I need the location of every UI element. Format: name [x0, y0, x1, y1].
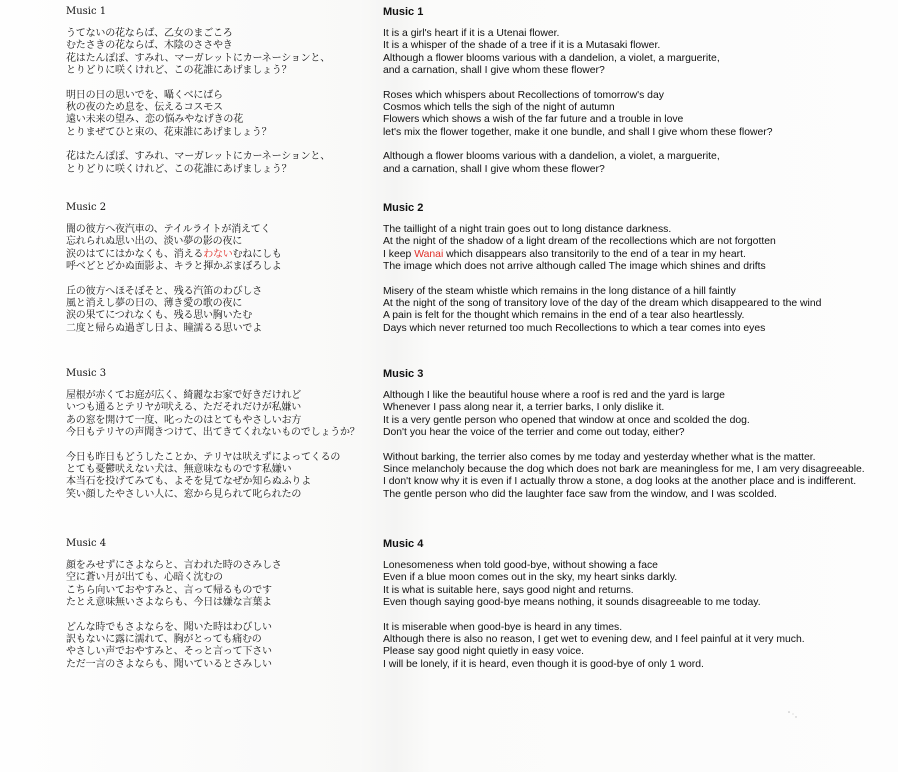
lyric-line: 花はたんぽぽ、すみれ、マーガレットにカーネーションと、 [66, 52, 330, 64]
lyric-line: 本当石を投げてみても、よそを見てなぜか知らぬふりよ [66, 476, 311, 488]
lyric-line: 呼べどとどかぬ面影よ、キラと揮かぶまぼろしよ [66, 261, 282, 273]
stanza [383, 224, 895, 274]
lyric-line: and a carnation, shall I give whom these flower? [383, 163, 605, 175]
lyric-line: Whenever I pass along near it, a terrier barks, I only dislike it. [383, 402, 665, 414]
lyric-line: 丘の彼方へほそぼそと、残る汽笛のわびしさ [66, 285, 262, 297]
lyric-line: あの窓を開けて一度、叱ったのはとてもやさしいお方 [66, 414, 302, 426]
stanza [66, 560, 366, 610]
stanza [383, 151, 895, 176]
stanza [66, 224, 366, 274]
lyric-line [66, 249, 366, 261]
stanza [66, 622, 366, 672]
stanza [66, 286, 366, 336]
right-section-music-2 [383, 202, 895, 335]
lyric-line: It is miserable when good-bye is heard in any times. [383, 621, 623, 633]
lyric-line: Although a flower blooms various with a dandelion, a violet, a marguerite, [383, 151, 720, 163]
lyric-line: It is a whisper of the shade of a tree if it is a Mutasaki flower. [383, 40, 661, 52]
lyric-line: Don't you hear the voice of the terrier and come out today, either? [383, 427, 685, 439]
lyric-text: 涙のはてにはかなくも、消える [66, 248, 204, 260]
lyric-line: やさしい声でおやすみと、そっと言って下さい [66, 646, 272, 658]
lyric-line: 忘れられぬ思い出の、淡い夢の影の夜に [66, 236, 242, 248]
lyric-text: I keep [383, 248, 415, 260]
lyric-line: どんな時でもさよならを、聞いた時はわびしい [66, 621, 272, 633]
stanza [383, 390, 895, 440]
lyric-line: At the night of the song of transitory love of the day of the dream which disappeared to the wind [383, 297, 822, 309]
lyric-line: Flowers which shows a wish of the far future and a trouble in love [383, 114, 684, 126]
lyric-line: 笑い顔したやさしい人に、窓から見られて叱られたの [66, 488, 302, 500]
section-title: Music 1 [66, 6, 107, 17]
stanza [66, 151, 366, 176]
lyric-line: It is a very gentle person who opened that window at once and scolded the dog. [383, 414, 750, 426]
lyric-line: 今日もテリヤの声聞きつけて、出てきてくれないものでしょうか？ [66, 427, 360, 439]
left-section-music-1 [66, 6, 366, 176]
lyric-line: 顔をみせずにさよならと、言われた時のさみしさ [66, 560, 282, 571]
lyric-line: Even though saying good-bye means nothing, it sounds disagreeable to me today. [383, 597, 761, 609]
lyric-line: 二度と帰らぬ過ぎし日よ、瞳濡るる思いでよ [66, 322, 262, 334]
stanza [383, 286, 895, 336]
lyric-line: It is a girl's heart if it is a Utenai flower. [383, 28, 560, 39]
lyric-line: Since melancholy because the dog which does not bark are meaningless for me, I am very disagreeable. [383, 463, 865, 475]
lyric-line: It is what is suitable here, says good night and returns. [383, 584, 634, 596]
left-section-music-2 [66, 202, 366, 335]
lyric-line: 遠い未来の望み、恋の悩みやなげきの花 [66, 114, 243, 126]
section-title: Music 2 [383, 202, 424, 214]
lyric-line: Although I like the beautiful house where a roof is red and the yard is large [383, 390, 725, 401]
lyric-line: Although a flower blooms various with a dandelion, a violet, a marguerite, [383, 52, 720, 64]
lyric-line: とりどりに咲くけれど、この花誰にあげましょう？ [66, 163, 292, 175]
lyric-line: むたさきの花ならば、木陰のささやき [66, 40, 233, 52]
lyric-line: I don't know why it is even if I actually throw a stone, a dog looks at the another place and is indifferent. [383, 476, 857, 488]
section-title: Music 2 [66, 202, 107, 213]
right-section-music-4 [383, 538, 895, 671]
lyric-line: 今日も昨日もどうしたことか、テリヤは吠えずによってくるの [66, 451, 341, 463]
stanza [383, 560, 895, 610]
highlighted-word: Wanai [414, 248, 444, 260]
lyric-line: 訳もないに露に濡れて、胸がとっても痛むの [66, 633, 262, 645]
lyric-line: 風と消えし夢の日の、薄き愛の歌の夜に [66, 297, 242, 309]
section-title: Music 3 [383, 368, 424, 380]
highlighted-word: わない [203, 248, 233, 260]
lyric-text: むねにしも [232, 248, 282, 260]
lyric-line: Without barking, the terrier also comes by me today and yesterday whether what is the matter. [383, 451, 816, 463]
lyric-line: and a carnation, shall I give whom these flower? [383, 65, 605, 77]
lyric-line: Roses which whispers about Recollections of tomorrow's day [383, 89, 664, 101]
lyric-line: 花はたんぽぽ、すみれ、マーガレットにカーネーションと、 [66, 151, 330, 163]
lyric-line: The taillight of a night train goes out to long distance darkness. [383, 224, 672, 235]
right-section-music-3 [383, 368, 895, 501]
lyric-line: Please say good night quietly in easy voice. [383, 646, 585, 658]
lyric-line: とりどりに咲くけれど、この花誰にあげましょう？ [66, 65, 292, 77]
stanza [383, 90, 895, 140]
section-title: Music 1 [383, 6, 424, 18]
lyric-line: たとえ意味無いさよならも、今日は嫌な言葉よ [66, 597, 272, 609]
lyric-text: which disappears also transitorily to the end of a tear in my heart. [443, 248, 746, 260]
lyric-line: let's mix the flower together, make it one bundle, and shall I give whom these flower? [383, 126, 773, 138]
lyric-line [383, 249, 895, 261]
stanza [383, 452, 895, 502]
lyric-line: 秋の夜のため息を、伝えるコスモス [66, 101, 223, 113]
paper-speck-marks [786, 708, 800, 722]
stanza [383, 622, 895, 672]
lyric-line: Even if a blue moon comes out in the sky, my heart sinks darkly. [383, 572, 678, 584]
lyric-line: At the night of the shadow of a light dream of the recollections which are not forgotten [383, 236, 776, 248]
stanza [66, 90, 366, 140]
lyric-line: 闇の彼方へ夜汽車の、テイルライトが消えてく [66, 224, 271, 235]
lyric-line: うてないの花ならば、乙女のまごころ [66, 28, 233, 39]
lyric-line: 明日の日の思いでを、囁くべにばら [66, 89, 223, 101]
right-section-music-1 [383, 6, 895, 176]
lyric-line: The gentle person who did the laughter face saw from the window, and I was scolded. [383, 488, 777, 500]
lyric-line: Cosmos which tells the sigh of the night of autumn [383, 101, 615, 113]
left-section-music-4 [66, 538, 366, 671]
lyric-line: こちら向いておやすみと、言って帰るものです [66, 584, 272, 596]
left-section-music-3 [66, 368, 366, 501]
section-title: Music 3 [66, 368, 107, 379]
lyric-line: とりまぜてひと束の、花束誰にあげましょう？ [66, 126, 272, 138]
lyric-line: Days which never returned too much Recollections to which a tear comes into eyes [383, 322, 766, 334]
lyric-line: I will be lonely, if it is heard, even though it is good-bye of only 1 word. [383, 658, 704, 670]
stanza [66, 390, 366, 440]
lyric-line: Although there is also no reason, I get wet to evening dew, and I feel painful at it very much. [383, 633, 805, 645]
section-title: Music 4 [383, 538, 424, 550]
stanza [66, 28, 366, 78]
lyric-line: 涙の果てにつれなくも、残る思い胸いたむ [66, 310, 252, 322]
lyric-line: Lonesomeness when told good-bye, without showing a face [383, 560, 658, 571]
lyric-line: とても憂鬱吠えない犬は、無意味なものです私嫌い [66, 463, 292, 475]
lyric-line: 空に蒼い月が出ても、心暗く沈むの [66, 572, 223, 584]
lyric-line: 屋根が赤くてお庭が広く、綺麗なお家で好きだけれど [66, 390, 301, 401]
lyric-line: いつも通るとテリヤが吠える、ただそれだけが私嫌い [66, 402, 301, 414]
lyric-line: ただ一言のさよならも、聞いているとさみしい [66, 658, 272, 670]
lyric-line: A pain is felt for the thought which remains in the end of a tear also heartlessly. [383, 310, 745, 322]
stanza [383, 28, 895, 78]
stanza [66, 452, 366, 502]
lyric-line: Misery of the steam whistle which remains in the long distance of a hill faintly [383, 285, 736, 297]
lyric-line: The image which does not arrive although called The image which shines and drifts [383, 261, 766, 273]
section-title: Music 4 [66, 538, 107, 549]
